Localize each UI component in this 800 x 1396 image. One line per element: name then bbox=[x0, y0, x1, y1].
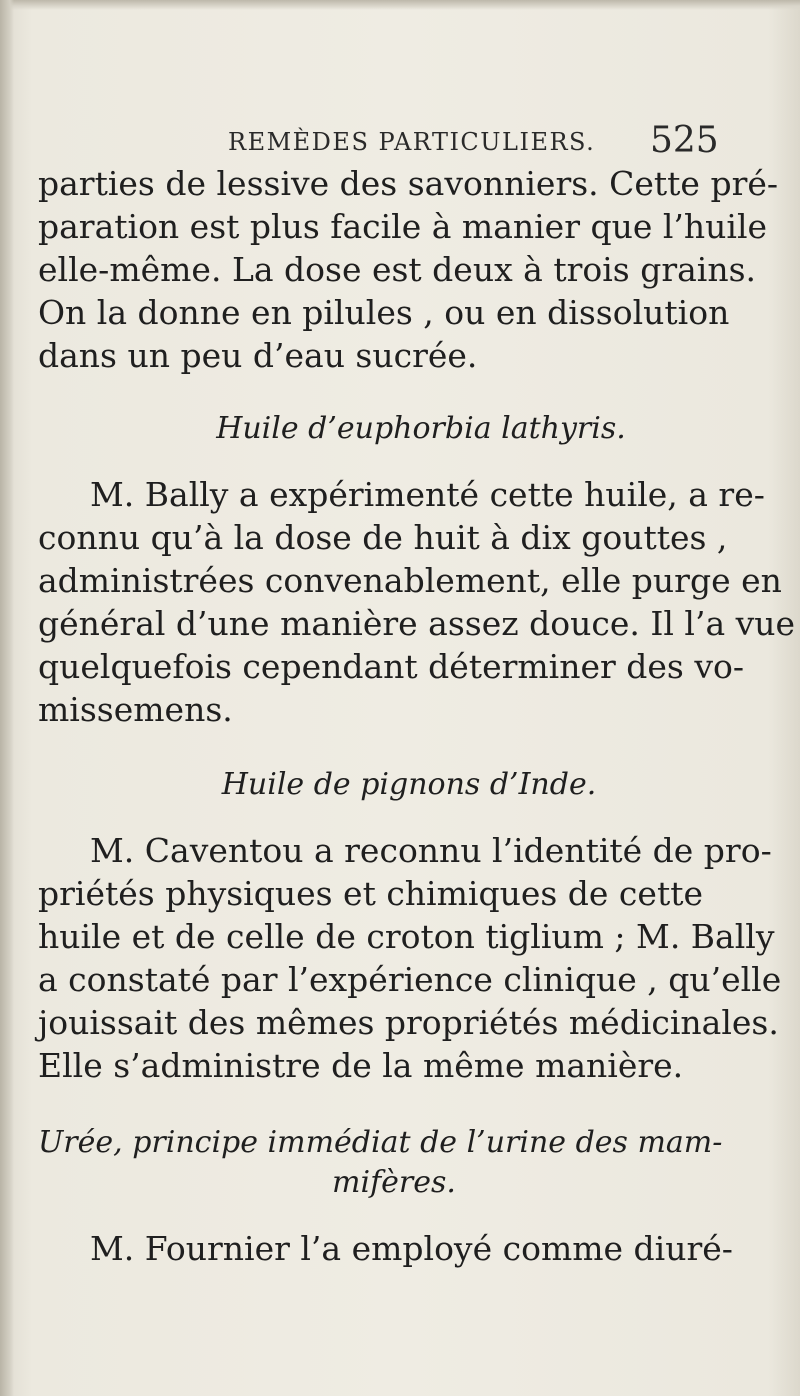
text-line: quelquefois cependant déterminer des vo- bbox=[38, 647, 745, 686]
text-line: a constaté par l’expérience clinique , qu’elle bbox=[38, 960, 782, 999]
text-line: Elle s’administre de la même manière. bbox=[38, 1046, 684, 1085]
paragraph-3 bbox=[38, 829, 782, 1087]
section-heading-euphorbia: Huile d’euphorbia lathyris. bbox=[216, 411, 626, 446]
text-line: elle-même. La dose est deux à trois grains. bbox=[38, 250, 757, 289]
running-title: REMÈDES PARTICULIERS. bbox=[228, 128, 596, 156]
section-heading-pignons: Huile de pignons d’Inde. bbox=[221, 767, 597, 802]
text-line: dans un peu d’eau sucrée. bbox=[38, 336, 478, 375]
section-heading-uree bbox=[38, 1123, 750, 1203]
text-line: parties de lessive des savonniers. Cette pré- bbox=[38, 164, 779, 203]
paragraph-4 bbox=[38, 1227, 750, 1270]
text-line: priétés physiques et chimiques de cette bbox=[38, 874, 703, 913]
heading-line: Urée, principe immédiat de l’urine des mam- bbox=[38, 1125, 723, 1160]
page-header bbox=[0, 118, 800, 168]
text-line: missemens. bbox=[38, 690, 233, 729]
text-line: jouissait des mêmes propriétés médicinales. bbox=[38, 1003, 779, 1042]
text-line: huile et de celle de croton tiglium ; M. Bally bbox=[38, 917, 775, 956]
heading-line: mifères. bbox=[332, 1165, 456, 1200]
body-text bbox=[38, 162, 796, 1270]
page-fold-shadow bbox=[0, 0, 800, 10]
text-line: administrées convenablement, elle purge en bbox=[38, 561, 782, 600]
text-line: M. Bally a expérimenté cette huile, a re- bbox=[90, 475, 765, 514]
text-line: paration est plus facile à manier que l’huile bbox=[38, 207, 768, 246]
paragraph-2 bbox=[38, 473, 796, 731]
page-number: 525 bbox=[650, 120, 719, 161]
paragraph-1 bbox=[38, 162, 779, 377]
text-line: On la donne en pilules , ou en dissolution bbox=[38, 293, 730, 332]
text-line: connu qu’à la dose de huit à dix gouttes , bbox=[38, 518, 728, 557]
text-line: M. Caventou a reconnu l’identité de pro- bbox=[90, 831, 772, 870]
page-gutter-shadow bbox=[0, 0, 14, 1396]
text-line: M. Fournier l’a employé comme diuré- bbox=[90, 1229, 733, 1268]
text-line: général d’une manière assez douce. Il l’a vue bbox=[38, 604, 796, 643]
